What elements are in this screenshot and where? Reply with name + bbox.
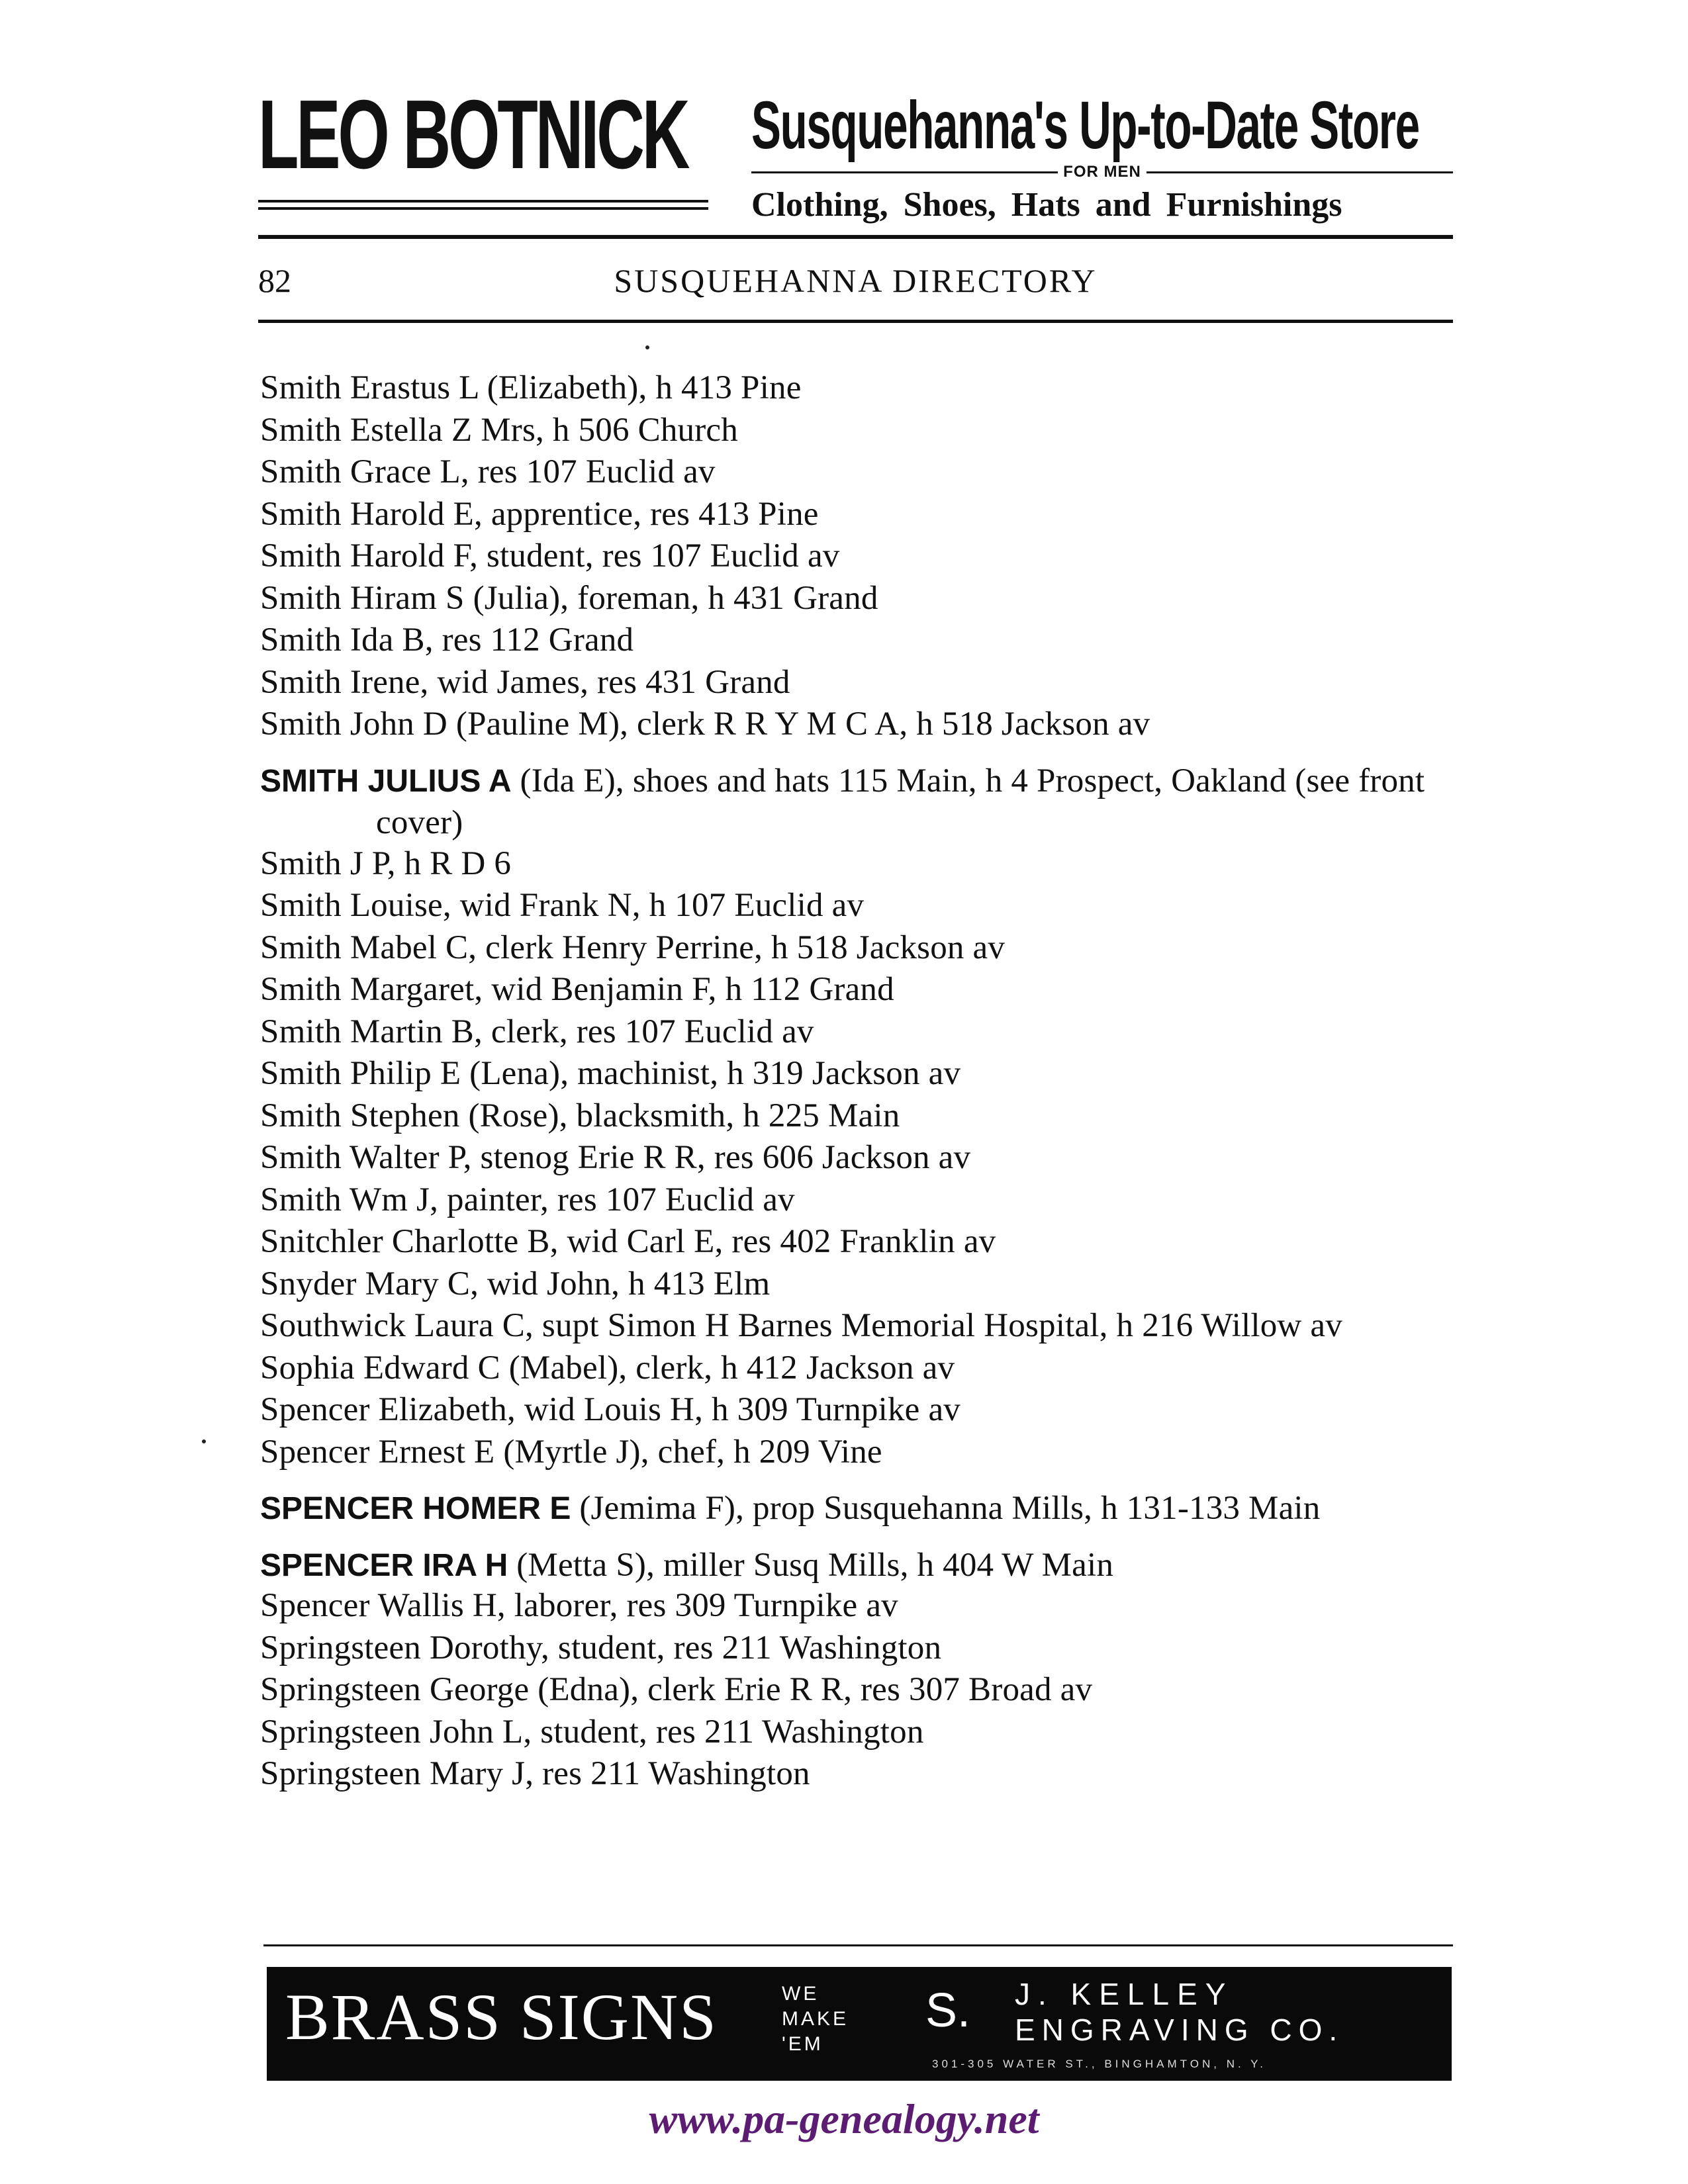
directory-entry [260,410,1465,452]
directory-entry [260,662,1465,704]
entry-bold-name: SPENCER HOMER E [260,1491,571,1526]
entry-text: Smith John D (Pauline M), clerk R R Y M C A, h 518 Jackson av [260,705,1150,743]
we-make-em [782,1981,849,2057]
directory-entry [260,1179,1465,1222]
for-men-line [751,164,1453,180]
entry-text: Smith Estella Z Mrs, h 506 Church [260,411,738,449]
directory-entry [260,1585,1465,1627]
kelley-address: 301-305 WATER ST., BINGHAMTON, N. Y. [932,2058,1266,2070]
entry-text: Smith Walter P, stenog Erie R R, res 606 Jackson av [260,1139,971,1176]
we-make-em-line: MAKE [782,2008,849,2030]
entry-text: Springsteen George (Edna), clerk Erie R R, res 307 Broad av [260,1671,1093,1708]
entry-bold-name: SPENCER IRA H [260,1547,508,1583]
entry-text: Sophia Edward C (Mabel), clerk, h 412 Jackson av [260,1349,955,1387]
brass-signs-advertisement [267,1967,1452,2081]
entry-text: Smith Grace L, res 107 Euclid av [260,453,716,490]
entry-text: Smith Ida B, res 112 Grand [260,621,634,659]
directory-entry [260,494,1465,536]
directory-entry [260,1263,1465,1306]
entry-text: Smith Margaret, wid Benjamin F, h 112 Grand [260,971,894,1008]
print-speck [202,1439,206,1443]
directory-entry [260,1137,1465,1179]
entry-text: Spencer Ernest E (Myrtle J), chef, h 209 Vine [260,1433,882,1471]
directory-entry [260,1488,1465,1530]
directory-entry [260,704,1465,746]
entry-text: Smith Wm J, painter, res 107 Euclid av [260,1181,795,1218]
directory-entry [260,1095,1465,1138]
directory-entry [260,619,1465,662]
entry-text: Smith Erastus L (Elizabeth), h 413 Pine [260,369,802,406]
directory-entry [260,451,1465,494]
entry-text: Smith J P, h R D 6 [260,844,512,882]
directory-entry [260,1669,1465,1711]
entry-text: Smith Harold F, student, res 107 Euclid av [260,537,840,574]
directory-entry [260,1711,1465,1754]
directory-entry [260,1347,1465,1390]
entry-text: Southwick Laura C, supt Simon H Barnes Memorial Hospital, h 216 Willow av [260,1307,1342,1344]
directory-entry [260,760,1465,844]
directory-entry [260,1053,1465,1095]
we-make-em-line: 'EM [782,2033,823,2055]
directory-entry [260,1753,1465,1796]
print-speck [645,345,649,349]
directory-entry [260,1545,1465,1587]
entry-text: (Jemima F), prop Susquehanna Mills, h 131-133 Main [571,1490,1321,1527]
entry-text: Smith Stephen (Rose), blacksmith, h 225 Main [260,1097,900,1134]
directory-entry [260,1305,1465,1347]
entry-text: Snitchler Charlotte B, wid Carl E, res 402 Franklin av [260,1223,996,1260]
entry-text: Springsteen John L, student, res 211 Washington [260,1713,924,1751]
directory-entry [260,1221,1465,1263]
entry-text: Smith Louise, wid Frank N, h 107 Euclid av [260,887,865,924]
directory-title: SUSQUEHANNA DIRECTORY [614,262,1098,299]
directory-entry [260,843,1465,886]
entry-text: Smith Martin B, clerk, res 107 Euclid av [260,1013,814,1050]
directory-entry [260,885,1465,927]
entry-text: Spencer Wallis H, laborer, res 309 Turnpike av [260,1587,898,1624]
header-double-rule [258,200,708,214]
directory-entry [260,578,1465,620]
kelley-name: J. KELLEY [1015,1977,1234,2011]
store-tagline: Susquehanna's Up-to-Date Store [751,87,1419,163]
entry-text: Springsteen Mary J, res 211 Washington [260,1755,810,1792]
we-make-em-line: WE [782,1983,820,2005]
entry-text: Spencer Elizabeth, wid Louis H, h 309 Turnpike av [260,1391,961,1428]
entry-text: Smith Hiram S (Julia), foreman, h 431 Grand [260,579,878,617]
entry-bold-name: SMITH JULIUS A [260,763,512,799]
directory-entry [260,969,1465,1011]
for-men-label: FOR MEN [1063,163,1141,181]
running-head-divider [258,320,1453,323]
entry-text: Smith Philip E (Lena), machinist, h 319 Jackson av [260,1055,961,1092]
directory-entry [260,535,1465,578]
entry-text: Smith Irene, wid James, res 431 Grand [260,663,790,701]
directory-entry [260,1389,1465,1432]
footer-divider [263,1944,1453,1946]
header-advertisement [258,80,1453,245]
entry-text: Springsteen Dorothy, student, res 211 Washington [260,1629,942,1666]
page-number: 82 [258,262,291,299]
entry-text: (Ida E), shoes and hats 115 Main, h 4 Prospect, Oakland (see front cover) [376,762,1425,841]
store-goods: Clothing, Shoes, Hats and Furnishings [751,186,1342,224]
directory-entry [260,927,1465,970]
directory-entries [260,367,1465,1796]
entry-text: (Metta S), miller Susq Mills, h 404 W Main [508,1546,1114,1584]
running-head [258,261,1453,301]
entry-text: Smith Harold E, apprentice, res 413 Pine [260,495,819,533]
brass-signs-headline: BRASS SIGNS [285,1980,718,2054]
engraving-company: ENGRAVING CO. [1015,2013,1344,2047]
website-url[interactable]: www.pa-genealogy.net [649,2095,1039,2142]
directory-entry [260,1011,1465,1054]
directory-entry [260,1432,1465,1474]
directory-entry [260,367,1465,410]
entry-text: Snyder Mary C, wid John, h 413 Elm [260,1265,771,1302]
entry-text: Smith Mabel C, clerk Henry Perrine, h 518 Jackson av [260,929,1006,966]
store-name: LEO BOTNICK [258,80,688,189]
header-divider [258,235,1453,239]
kelley-initial: S. [925,1984,971,2037]
directory-entry [260,1627,1465,1670]
